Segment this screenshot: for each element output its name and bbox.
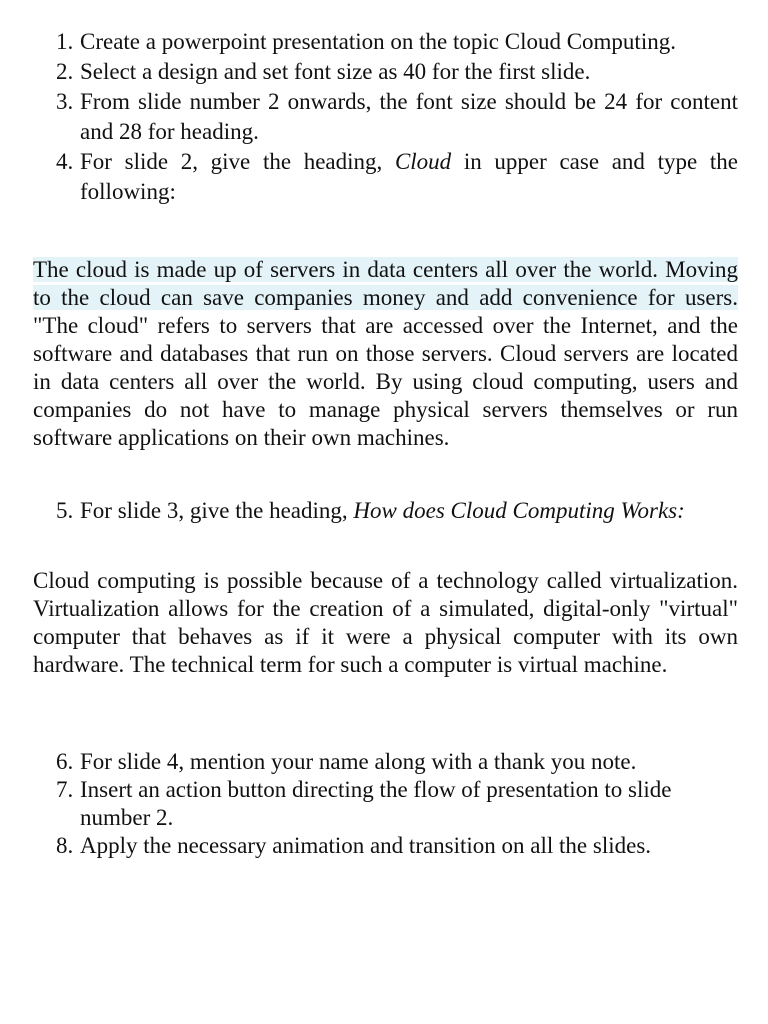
item-number: 4. [56, 149, 74, 174]
item-text-post: in upper case and type the following: [80, 149, 738, 204]
item-number: 8. [56, 833, 74, 858]
item-number: 7. [56, 777, 74, 802]
item-text-emphasis: Cloud [394, 149, 452, 174]
item-number: 6. [56, 749, 74, 774]
item-text: Insert an action button directing the flow of presentation to slide number 2. [80, 777, 672, 830]
instruction-item-3 [56, 87, 738, 147]
instruction-item-2 [56, 57, 738, 87]
instruction-item-8 [56, 832, 738, 860]
item-text: Apply the necessary animation and transition on all the slides. [80, 833, 652, 858]
paragraph-cloud [33, 256, 738, 452]
instruction-item-7 [56, 776, 738, 832]
instruction-item-4 [56, 147, 738, 207]
paragraph-text: Cloud computing is possible because of a technology called virtualization. Virtualization allows for the creation of a simulated, digital-only "virtual" computer that behaves as if it were a physical computer with its own hardware. The technical term for such a computer is virtual machine. [33, 568, 738, 677]
instruction-item-6 [56, 748, 738, 776]
instruction-item-5 [56, 496, 738, 526]
paragraph-virtualization [33, 567, 738, 679]
item-number: 3. [56, 89, 74, 114]
item-text: Create a powerpoint presentation on the topic Cloud Computing. [80, 29, 676, 54]
instruction-list-3 [56, 748, 738, 860]
item-text-pre: For slide 3, give the heading, [80, 498, 354, 523]
item-text: From slide number 2 onwards, the font size should be 24 for content and 28 for heading. [80, 89, 738, 144]
instruction-list-2 [56, 496, 738, 526]
highlighted-text: The cloud is made up of servers in data centers all over the world. Moving to the cloud can save companies money and add convenience for users. [33, 257, 738, 310]
instruction-list-1 [56, 27, 738, 207]
item-text: Select a design and set font size as 40 for the first slide. [80, 59, 591, 84]
paragraph-text: "The cloud" refers to servers that are accessed over the Internet, and the software and databases that run on those servers. Cloud servers are located in data centers all over the world. By using cloud computing, users and companies do not have to manage physical servers themselves or run software applications on their own machines. [33, 313, 738, 450]
item-text: For slide 4, mention your name along with a thank you note. [80, 749, 637, 774]
item-text-pre: For slide 2, give the heading, [80, 149, 395, 174]
instruction-item-1 [56, 27, 738, 57]
item-number: 1. [56, 29, 74, 54]
item-number: 5. [56, 498, 74, 523]
item-text-emphasis: How does Cloud Computing Works: [353, 498, 685, 523]
item-number: 2. [56, 59, 74, 84]
